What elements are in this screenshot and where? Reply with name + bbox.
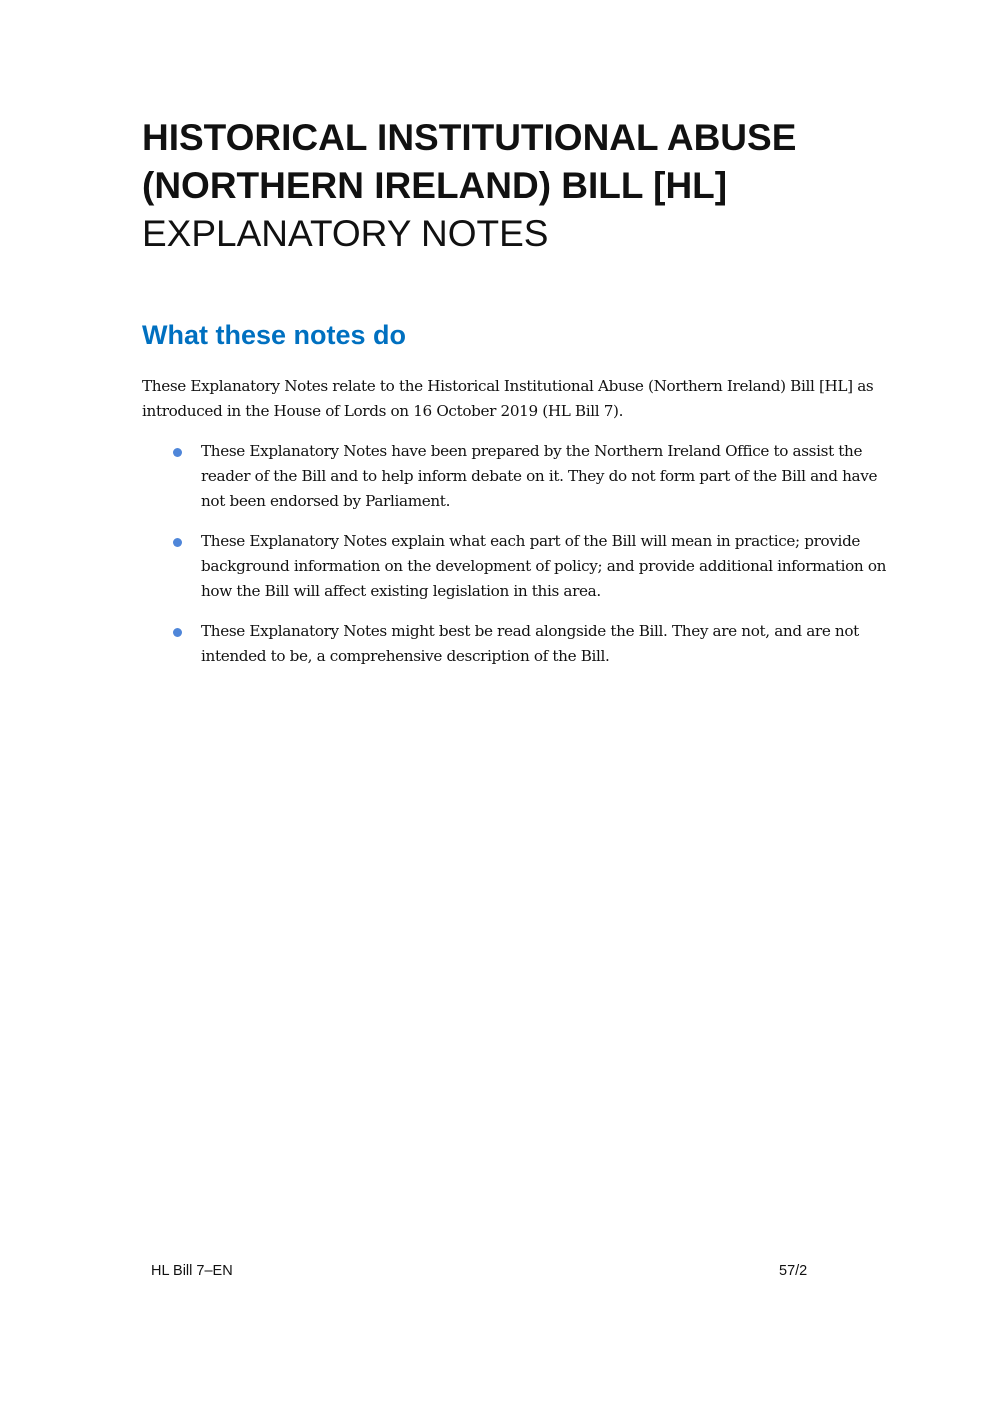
list-item [142, 439, 902, 514]
footer-page-code: 57/2 [779, 1263, 808, 1279]
intro-paragraph: These Explanatory Notes relate to the Historical Institutional Abuse (Northern Ireland) Bill [HL] as introduced in the House of Lords on 16 October 2019 (HL Bill 7). [142, 377, 874, 420]
bullet-list [142, 439, 902, 669]
list-item [142, 619, 902, 669]
footer-bill-reference: HL Bill 7–EN [151, 1263, 233, 1279]
bullet-icon [173, 448, 182, 457]
bullet-icon [173, 628, 182, 637]
title-line-1: HISTORICAL INSTITUTIONAL ABUSE [142, 117, 797, 158]
list-item-text: These Explanatory Notes explain what each part of the Bill will mean in practice; provide background information on the development of policy; and provide additional information on how the Bill will affect existing legislation in this area. [201, 532, 887, 600]
list-item-text: These Explanatory Notes have been prepared by the Northern Ireland Office to assist the reader of the Bill and to help inform debate on it. They do not form part of the Bill and have not been endorsed by Parliament. [201, 442, 878, 510]
list-item [142, 529, 902, 604]
document-subtitle: EXPLANATORY NOTES [142, 213, 549, 254]
title-line-2: (NORTHERN IRELAND) BILL [HL] [142, 165, 728, 206]
document-title [142, 114, 796, 258]
section-body [142, 374, 902, 684]
list-item-text: These Explanatory Notes might best be read alongside the Bill. They are not, and are not intended to be, a comprehensive description of the Bill. [201, 622, 859, 665]
bullet-icon [173, 538, 182, 547]
section-heading: What these notes do [142, 320, 407, 350]
